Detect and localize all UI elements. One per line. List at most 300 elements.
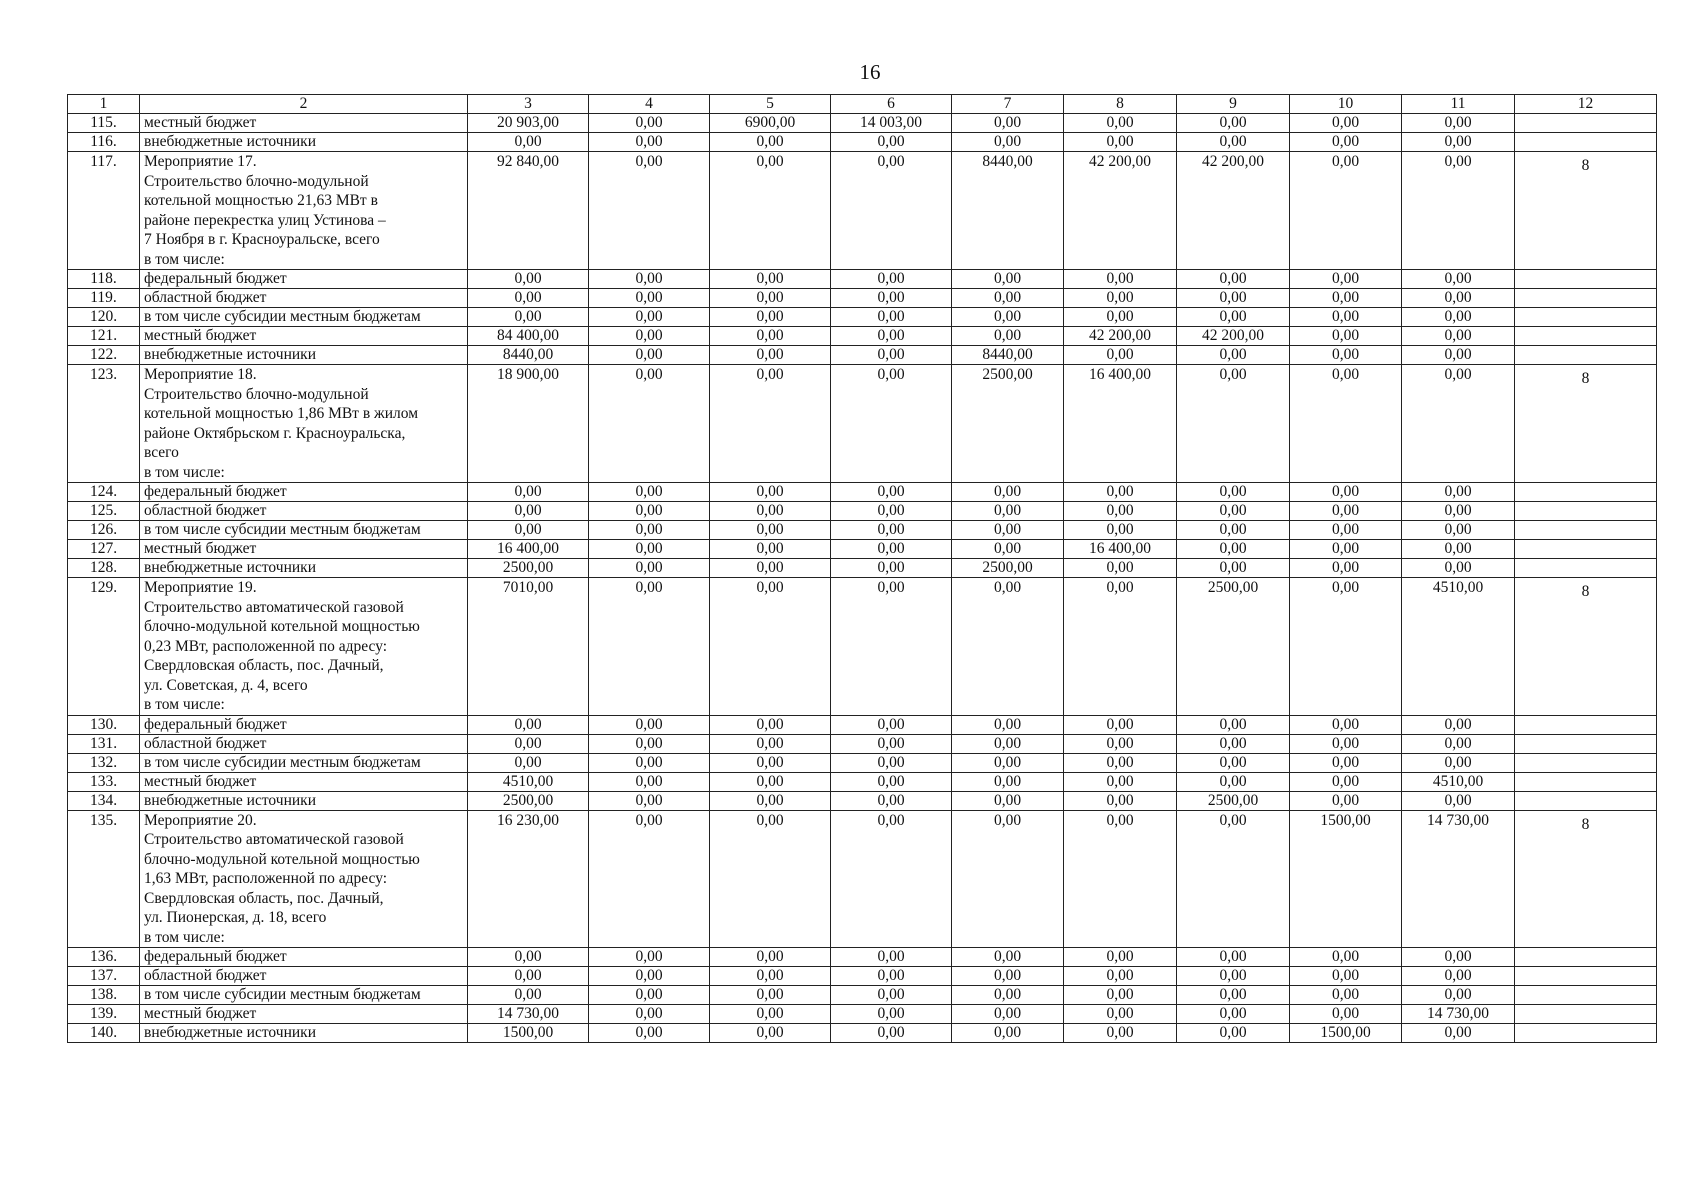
row-number: 132. — [68, 753, 140, 772]
amount-cell: 0,00 — [1402, 734, 1515, 753]
column-header: 6 — [831, 95, 952, 114]
amount-cell: 4510,00 — [1402, 772, 1515, 791]
amount-cell: 0,00 — [1402, 559, 1515, 578]
amount-cell: 0,00 — [710, 967, 831, 986]
amount-cell: 0,00 — [1064, 559, 1177, 578]
description-line: местный бюджет — [144, 327, 257, 344]
description-line: в том числе субсидии местным бюджетам — [144, 753, 421, 771]
note-cell — [1515, 346, 1657, 365]
description-line: местный бюджет — [144, 540, 257, 557]
amount-cell: 0,00 — [710, 772, 831, 791]
description-line: Строительство блочно-модульной — [144, 172, 369, 190]
amount-cell: 0,00 — [1402, 483, 1515, 502]
amount-cell: 0,00 — [1177, 734, 1290, 753]
amount-cell: 0,00 — [468, 308, 589, 327]
description-line: местный бюджет — [144, 1005, 257, 1022]
table-row — [68, 308, 1657, 327]
amount-cell: 0,00 — [1064, 810, 1177, 948]
amount-cell: 16 400,00 — [468, 540, 589, 559]
amount-cell: 0,00 — [1290, 791, 1402, 810]
description-line: Мероприятие 19. — [144, 579, 257, 596]
amount-cell: 0,00 — [468, 289, 589, 308]
note-cell: 8 — [1515, 810, 1657, 948]
table-row — [68, 559, 1657, 578]
amount-cell: 0,00 — [589, 540, 710, 559]
amount-cell: 0,00 — [952, 734, 1064, 753]
amount-cell: 0,00 — [1177, 289, 1290, 308]
amount-cell: 0,00 — [468, 502, 589, 521]
row-description — [140, 578, 468, 716]
row-description — [140, 810, 468, 948]
table-row — [68, 791, 1657, 810]
amount-cell: 0,00 — [952, 133, 1064, 152]
amount-cell: 0,00 — [1177, 715, 1290, 734]
row-description — [140, 521, 468, 540]
description-line: районе Октябрьском г. Красноуральска, — [144, 424, 406, 442]
amount-cell: 0,00 — [831, 967, 952, 986]
row-number: 136. — [68, 948, 140, 967]
note-cell — [1515, 772, 1657, 791]
amount-cell: 0,00 — [1177, 521, 1290, 540]
description-line: Свердловская область, пос. Дачный, — [144, 889, 384, 907]
table-row — [68, 483, 1657, 502]
column-header: 1 — [68, 95, 140, 114]
amount-cell: 0,00 — [1290, 986, 1402, 1005]
amount-cell: 0,00 — [1064, 1024, 1177, 1043]
amount-cell: 0,00 — [710, 753, 831, 772]
amount-cell: 0,00 — [1064, 753, 1177, 772]
amount-cell: 0,00 — [952, 1005, 1064, 1024]
amount-cell: 0,00 — [952, 1024, 1064, 1043]
amount-cell: 0,00 — [710, 270, 831, 289]
amount-cell: 8440,00 — [952, 346, 1064, 365]
note-cell — [1515, 502, 1657, 521]
row-number: 137. — [68, 967, 140, 986]
amount-cell: 0,00 — [831, 308, 952, 327]
amount-cell: 0,00 — [952, 948, 1064, 967]
amount-cell: 2500,00 — [1177, 791, 1290, 810]
amount-cell: 84 400,00 — [468, 327, 589, 346]
amount-cell: 0,00 — [589, 152, 710, 270]
description-line: федеральный бюджет — [144, 483, 287, 500]
row-description — [140, 967, 468, 986]
amount-cell: 0,00 — [952, 289, 1064, 308]
amount-cell: 0,00 — [1402, 502, 1515, 521]
amount-cell: 0,00 — [1177, 1005, 1290, 1024]
amount-cell: 0,00 — [1064, 521, 1177, 540]
amount-cell: 0,00 — [1402, 986, 1515, 1005]
column-header: 5 — [710, 95, 831, 114]
amount-cell: 0,00 — [468, 270, 589, 289]
description-line: в том числе: — [144, 696, 225, 713]
amount-cell: 0,00 — [831, 734, 952, 753]
row-number: 125. — [68, 502, 140, 521]
budget-table — [67, 94, 1657, 1043]
description-line: в том числе: — [144, 463, 225, 481]
amount-cell: 0,00 — [1064, 734, 1177, 753]
amount-cell: 92 840,00 — [468, 152, 589, 270]
amount-cell: 0,00 — [589, 133, 710, 152]
note-cell: 8 — [1515, 152, 1657, 270]
amount-cell: 0,00 — [589, 578, 710, 716]
amount-cell: 0,00 — [952, 772, 1064, 791]
description-line: 0,23 МВт, расположенной по адресу: — [144, 637, 388, 655]
amount-cell: 0,00 — [1064, 289, 1177, 308]
row-number: 121. — [68, 327, 140, 346]
table-row — [68, 1005, 1657, 1024]
amount-cell: 0,00 — [1290, 772, 1402, 791]
amount-cell: 0,00 — [1290, 521, 1402, 540]
row-number: 119. — [68, 289, 140, 308]
amount-cell: 0,00 — [468, 948, 589, 967]
amount-cell: 0,00 — [952, 578, 1064, 716]
amount-cell: 0,00 — [1290, 753, 1402, 772]
table-row — [68, 133, 1657, 152]
table-row — [68, 540, 1657, 559]
amount-cell: 7010,00 — [468, 578, 589, 716]
amount-cell: 0,00 — [831, 986, 952, 1005]
amount-cell: 0,00 — [1290, 967, 1402, 986]
table-row — [68, 270, 1657, 289]
amount-cell: 0,00 — [1290, 540, 1402, 559]
amount-cell: 20 903,00 — [468, 114, 589, 133]
column-header: 7 — [952, 95, 1064, 114]
amount-cell: 6900,00 — [710, 114, 831, 133]
row-number: 135. — [68, 810, 140, 948]
amount-cell: 0,00 — [1177, 967, 1290, 986]
amount-cell: 0,00 — [831, 540, 952, 559]
column-header: 4 — [589, 95, 710, 114]
amount-cell: 0,00 — [1290, 133, 1402, 152]
amount-cell: 0,00 — [1064, 308, 1177, 327]
amount-cell: 0,00 — [710, 578, 831, 716]
row-number: 115. — [68, 114, 140, 133]
page-number: 16 — [859, 60, 881, 84]
description-line: Строительство автоматической газовой — [144, 831, 404, 848]
row-description — [140, 365, 468, 483]
amount-cell: 0,00 — [710, 483, 831, 502]
table-row — [68, 502, 1657, 521]
amount-cell: 0,00 — [1064, 948, 1177, 967]
amount-cell: 14 730,00 — [468, 1005, 589, 1024]
row-description — [140, 734, 468, 753]
amount-cell: 0,00 — [589, 734, 710, 753]
row-description — [140, 559, 468, 578]
amount-cell: 0,00 — [710, 734, 831, 753]
amount-cell: 0,00 — [589, 791, 710, 810]
description-line: внебюджетные источники — [144, 133, 316, 150]
amount-cell: 0,00 — [1064, 502, 1177, 521]
description-line: внебюджетные источники — [144, 791, 316, 809]
amount-cell: 0,00 — [1290, 152, 1402, 270]
description-line: котельной мощностью 1,86 МВт в жилом — [144, 405, 419, 422]
description-line: Строительство блочно-модульной — [144, 385, 369, 403]
amount-cell: 2500,00 — [468, 791, 589, 810]
amount-cell: 0,00 — [589, 1024, 710, 1043]
amount-cell: 0,00 — [589, 327, 710, 346]
amount-cell: 0,00 — [710, 289, 831, 308]
amount-cell: 0,00 — [589, 346, 710, 365]
description-line: котельной мощностью 21,63 МВт в — [144, 192, 378, 209]
row-description — [140, 270, 468, 289]
row-description — [140, 133, 468, 152]
amount-cell: 0,00 — [1177, 346, 1290, 365]
amount-cell: 0,00 — [1064, 346, 1177, 365]
amount-cell: 0,00 — [710, 502, 831, 521]
amount-cell: 0,00 — [952, 114, 1064, 133]
amount-cell: 0,00 — [1402, 753, 1515, 772]
table-row — [68, 986, 1657, 1005]
amount-cell: 14 730,00 — [1402, 1005, 1515, 1024]
amount-cell: 0,00 — [1290, 559, 1402, 578]
amount-cell: 0,00 — [952, 502, 1064, 521]
row-description — [140, 502, 468, 521]
amount-cell: 0,00 — [952, 270, 1064, 289]
amount-cell: 0,00 — [1290, 578, 1402, 716]
amount-cell: 0,00 — [1177, 540, 1290, 559]
description-line: федеральный бюджет — [144, 948, 287, 965]
amount-cell: 0,00 — [831, 772, 952, 791]
description-line: федеральный бюджет — [144, 715, 287, 733]
row-description — [140, 308, 468, 327]
row-number: 131. — [68, 734, 140, 753]
note-cell — [1515, 114, 1657, 133]
amount-cell: 0,00 — [710, 986, 831, 1005]
table-row — [68, 1024, 1657, 1043]
amount-cell: 0,00 — [1402, 365, 1515, 483]
amount-cell: 0,00 — [952, 810, 1064, 948]
amount-cell: 0,00 — [710, 1005, 831, 1024]
row-description — [140, 715, 468, 734]
row-number: 134. — [68, 791, 140, 810]
row-number: 118. — [68, 270, 140, 289]
amount-cell: 0,00 — [1402, 114, 1515, 133]
amount-cell: 16 400,00 — [1064, 540, 1177, 559]
amount-cell: 0,00 — [1290, 346, 1402, 365]
amount-cell: 0,00 — [1064, 1005, 1177, 1024]
amount-cell: 0,00 — [831, 791, 952, 810]
amount-cell: 18 900,00 — [468, 365, 589, 483]
note-cell — [1515, 791, 1657, 810]
description-line: Свердловская область, пос. Дачный, — [144, 657, 384, 674]
amount-cell: 0,00 — [1402, 270, 1515, 289]
row-description — [140, 986, 468, 1005]
amount-cell: 0,00 — [1064, 986, 1177, 1005]
amount-cell: 0,00 — [1290, 270, 1402, 289]
amount-cell: 0,00 — [1402, 948, 1515, 967]
row-description — [140, 346, 468, 365]
amount-cell: 2500,00 — [1177, 578, 1290, 716]
table-row — [68, 715, 1657, 734]
description-line: областной бюджет — [144, 734, 267, 752]
amount-cell: 0,00 — [1177, 1024, 1290, 1043]
amount-cell: 0,00 — [1402, 152, 1515, 270]
column-header: 10 — [1290, 95, 1402, 114]
amount-cell: 0,00 — [831, 521, 952, 540]
row-number: 122. — [68, 346, 140, 365]
table-row — [68, 948, 1657, 967]
row-description — [140, 152, 468, 270]
description-line: Мероприятие 17. — [144, 153, 257, 170]
amount-cell: 0,00 — [589, 715, 710, 734]
row-description — [140, 483, 468, 502]
description-line: блочно-модульной котельной мощностью — [144, 850, 420, 868]
description-line: федеральный бюджет — [144, 270, 287, 287]
amount-cell: 0,00 — [589, 772, 710, 791]
amount-cell: 0,00 — [952, 540, 1064, 559]
amount-cell: 0,00 — [1064, 967, 1177, 986]
amount-cell: 0,00 — [1064, 715, 1177, 734]
amount-cell: 0,00 — [1177, 133, 1290, 152]
amount-cell: 4510,00 — [1402, 578, 1515, 716]
amount-cell: 0,00 — [831, 1005, 952, 1024]
amount-cell: 8440,00 — [468, 346, 589, 365]
amount-cell: 0,00 — [589, 365, 710, 483]
amount-cell: 0,00 — [589, 559, 710, 578]
amount-cell: 0,00 — [710, 308, 831, 327]
amount-cell: 0,00 — [952, 715, 1064, 734]
column-header: 8 — [1064, 95, 1177, 114]
description-line: внебюджетные источники — [144, 1024, 316, 1041]
amount-cell: 0,00 — [589, 308, 710, 327]
amount-cell: 0,00 — [1402, 1024, 1515, 1043]
amount-cell: 1500,00 — [1290, 1024, 1402, 1043]
row-number: 124. — [68, 483, 140, 502]
row-description — [140, 772, 468, 791]
description-line: в том числе субсидии местным бюджетам — [144, 521, 421, 538]
column-header: 11 — [1402, 95, 1515, 114]
amount-cell: 0,00 — [1177, 753, 1290, 772]
amount-cell: 0,00 — [1177, 559, 1290, 578]
amount-cell: 0,00 — [831, 502, 952, 521]
amount-cell: 2500,00 — [952, 559, 1064, 578]
table-row — [68, 346, 1657, 365]
amount-cell: 0,00 — [710, 1024, 831, 1043]
note-cell — [1515, 986, 1657, 1005]
amount-cell: 0,00 — [589, 967, 710, 986]
table-body — [68, 95, 1657, 1043]
row-number: 116. — [68, 133, 140, 152]
column-header: 2 — [140, 95, 468, 114]
amount-cell: 0,00 — [831, 753, 952, 772]
amount-cell: 0,00 — [952, 753, 1064, 772]
note-cell — [1515, 327, 1657, 346]
amount-cell: 0,00 — [1177, 502, 1290, 521]
amount-cell: 14 730,00 — [1402, 810, 1515, 948]
description-line: областной бюджет — [144, 289, 267, 306]
row-number: 129. — [68, 578, 140, 716]
amount-cell: 0,00 — [831, 559, 952, 578]
table-row — [68, 521, 1657, 540]
amount-cell: 0,00 — [589, 114, 710, 133]
note-cell — [1515, 540, 1657, 559]
amount-cell: 0,00 — [831, 1024, 952, 1043]
amount-cell: 0,00 — [1290, 483, 1402, 502]
amount-cell: 0,00 — [589, 502, 710, 521]
amount-cell: 42 200,00 — [1064, 327, 1177, 346]
amount-cell: 0,00 — [1064, 578, 1177, 716]
row-number: 138. — [68, 986, 140, 1005]
column-header: 3 — [468, 95, 589, 114]
amount-cell: 0,00 — [589, 521, 710, 540]
table-row — [68, 327, 1657, 346]
amount-cell: 0,00 — [1290, 327, 1402, 346]
description-line: в том числе: — [144, 250, 225, 268]
table-row — [68, 114, 1657, 133]
amount-cell: 0,00 — [1290, 502, 1402, 521]
row-number: 117. — [68, 152, 140, 270]
row-number: 128. — [68, 559, 140, 578]
amount-cell: 0,00 — [1290, 308, 1402, 327]
amount-cell: 0,00 — [710, 133, 831, 152]
amount-cell: 0,00 — [1402, 346, 1515, 365]
amount-cell: 0,00 — [1290, 289, 1402, 308]
row-description — [140, 289, 468, 308]
amount-cell: 0,00 — [589, 1005, 710, 1024]
amount-cell: 0,00 — [1402, 521, 1515, 540]
amount-cell: 0,00 — [1402, 308, 1515, 327]
description-line: внебюджетные источники — [144, 559, 316, 576]
amount-cell: 8440,00 — [952, 152, 1064, 270]
amount-cell: 0,00 — [831, 289, 952, 308]
amount-cell: 0,00 — [952, 521, 1064, 540]
description-line: областной бюджет — [144, 502, 267, 519]
note-cell — [1515, 308, 1657, 327]
row-description — [140, 327, 468, 346]
amount-cell: 0,00 — [831, 715, 952, 734]
amount-cell: 0,00 — [1290, 948, 1402, 967]
amount-cell: 0,00 — [710, 327, 831, 346]
column-header: 12 — [1515, 95, 1657, 114]
description-line: в том числе субсидии местным бюджетам — [144, 308, 421, 325]
note-cell — [1515, 1024, 1657, 1043]
amount-cell: 0,00 — [468, 986, 589, 1005]
description-line: ул. Пионерская, д. 18, всего — [144, 909, 327, 926]
amount-cell: 0,00 — [710, 346, 831, 365]
note-cell — [1515, 734, 1657, 753]
note-cell — [1515, 270, 1657, 289]
amount-cell: 42 200,00 — [1177, 327, 1290, 346]
amount-cell: 1500,00 — [468, 1024, 589, 1043]
amount-cell: 0,00 — [1064, 133, 1177, 152]
amount-cell: 42 200,00 — [1064, 152, 1177, 270]
row-description — [140, 948, 468, 967]
header-row — [68, 95, 1657, 114]
amount-cell: 0,00 — [1064, 270, 1177, 289]
note-cell — [1515, 289, 1657, 308]
row-description — [140, 1024, 468, 1043]
description-line: Мероприятие 18. — [144, 366, 257, 383]
amount-cell: 0,00 — [1402, 133, 1515, 152]
amount-cell: 0,00 — [589, 270, 710, 289]
amount-cell: 0,00 — [952, 986, 1064, 1005]
amount-cell: 0,00 — [468, 133, 589, 152]
table-row — [68, 734, 1657, 753]
amount-cell: 14 003,00 — [831, 114, 952, 133]
amount-cell: 0,00 — [589, 986, 710, 1005]
note-cell — [1515, 948, 1657, 967]
description-line: районе перекрестка улиц Устинова – — [144, 211, 386, 229]
amount-cell: 0,00 — [589, 948, 710, 967]
row-number: 120. — [68, 308, 140, 327]
description-line: в том числе субсидии местным бюджетам — [144, 986, 421, 1003]
row-number: 127. — [68, 540, 140, 559]
amount-cell: 0,00 — [1402, 289, 1515, 308]
amount-cell: 0,00 — [710, 559, 831, 578]
description-line: внебюджетные источники — [144, 346, 316, 363]
amount-cell: 0,00 — [831, 346, 952, 365]
row-number: 130. — [68, 715, 140, 734]
